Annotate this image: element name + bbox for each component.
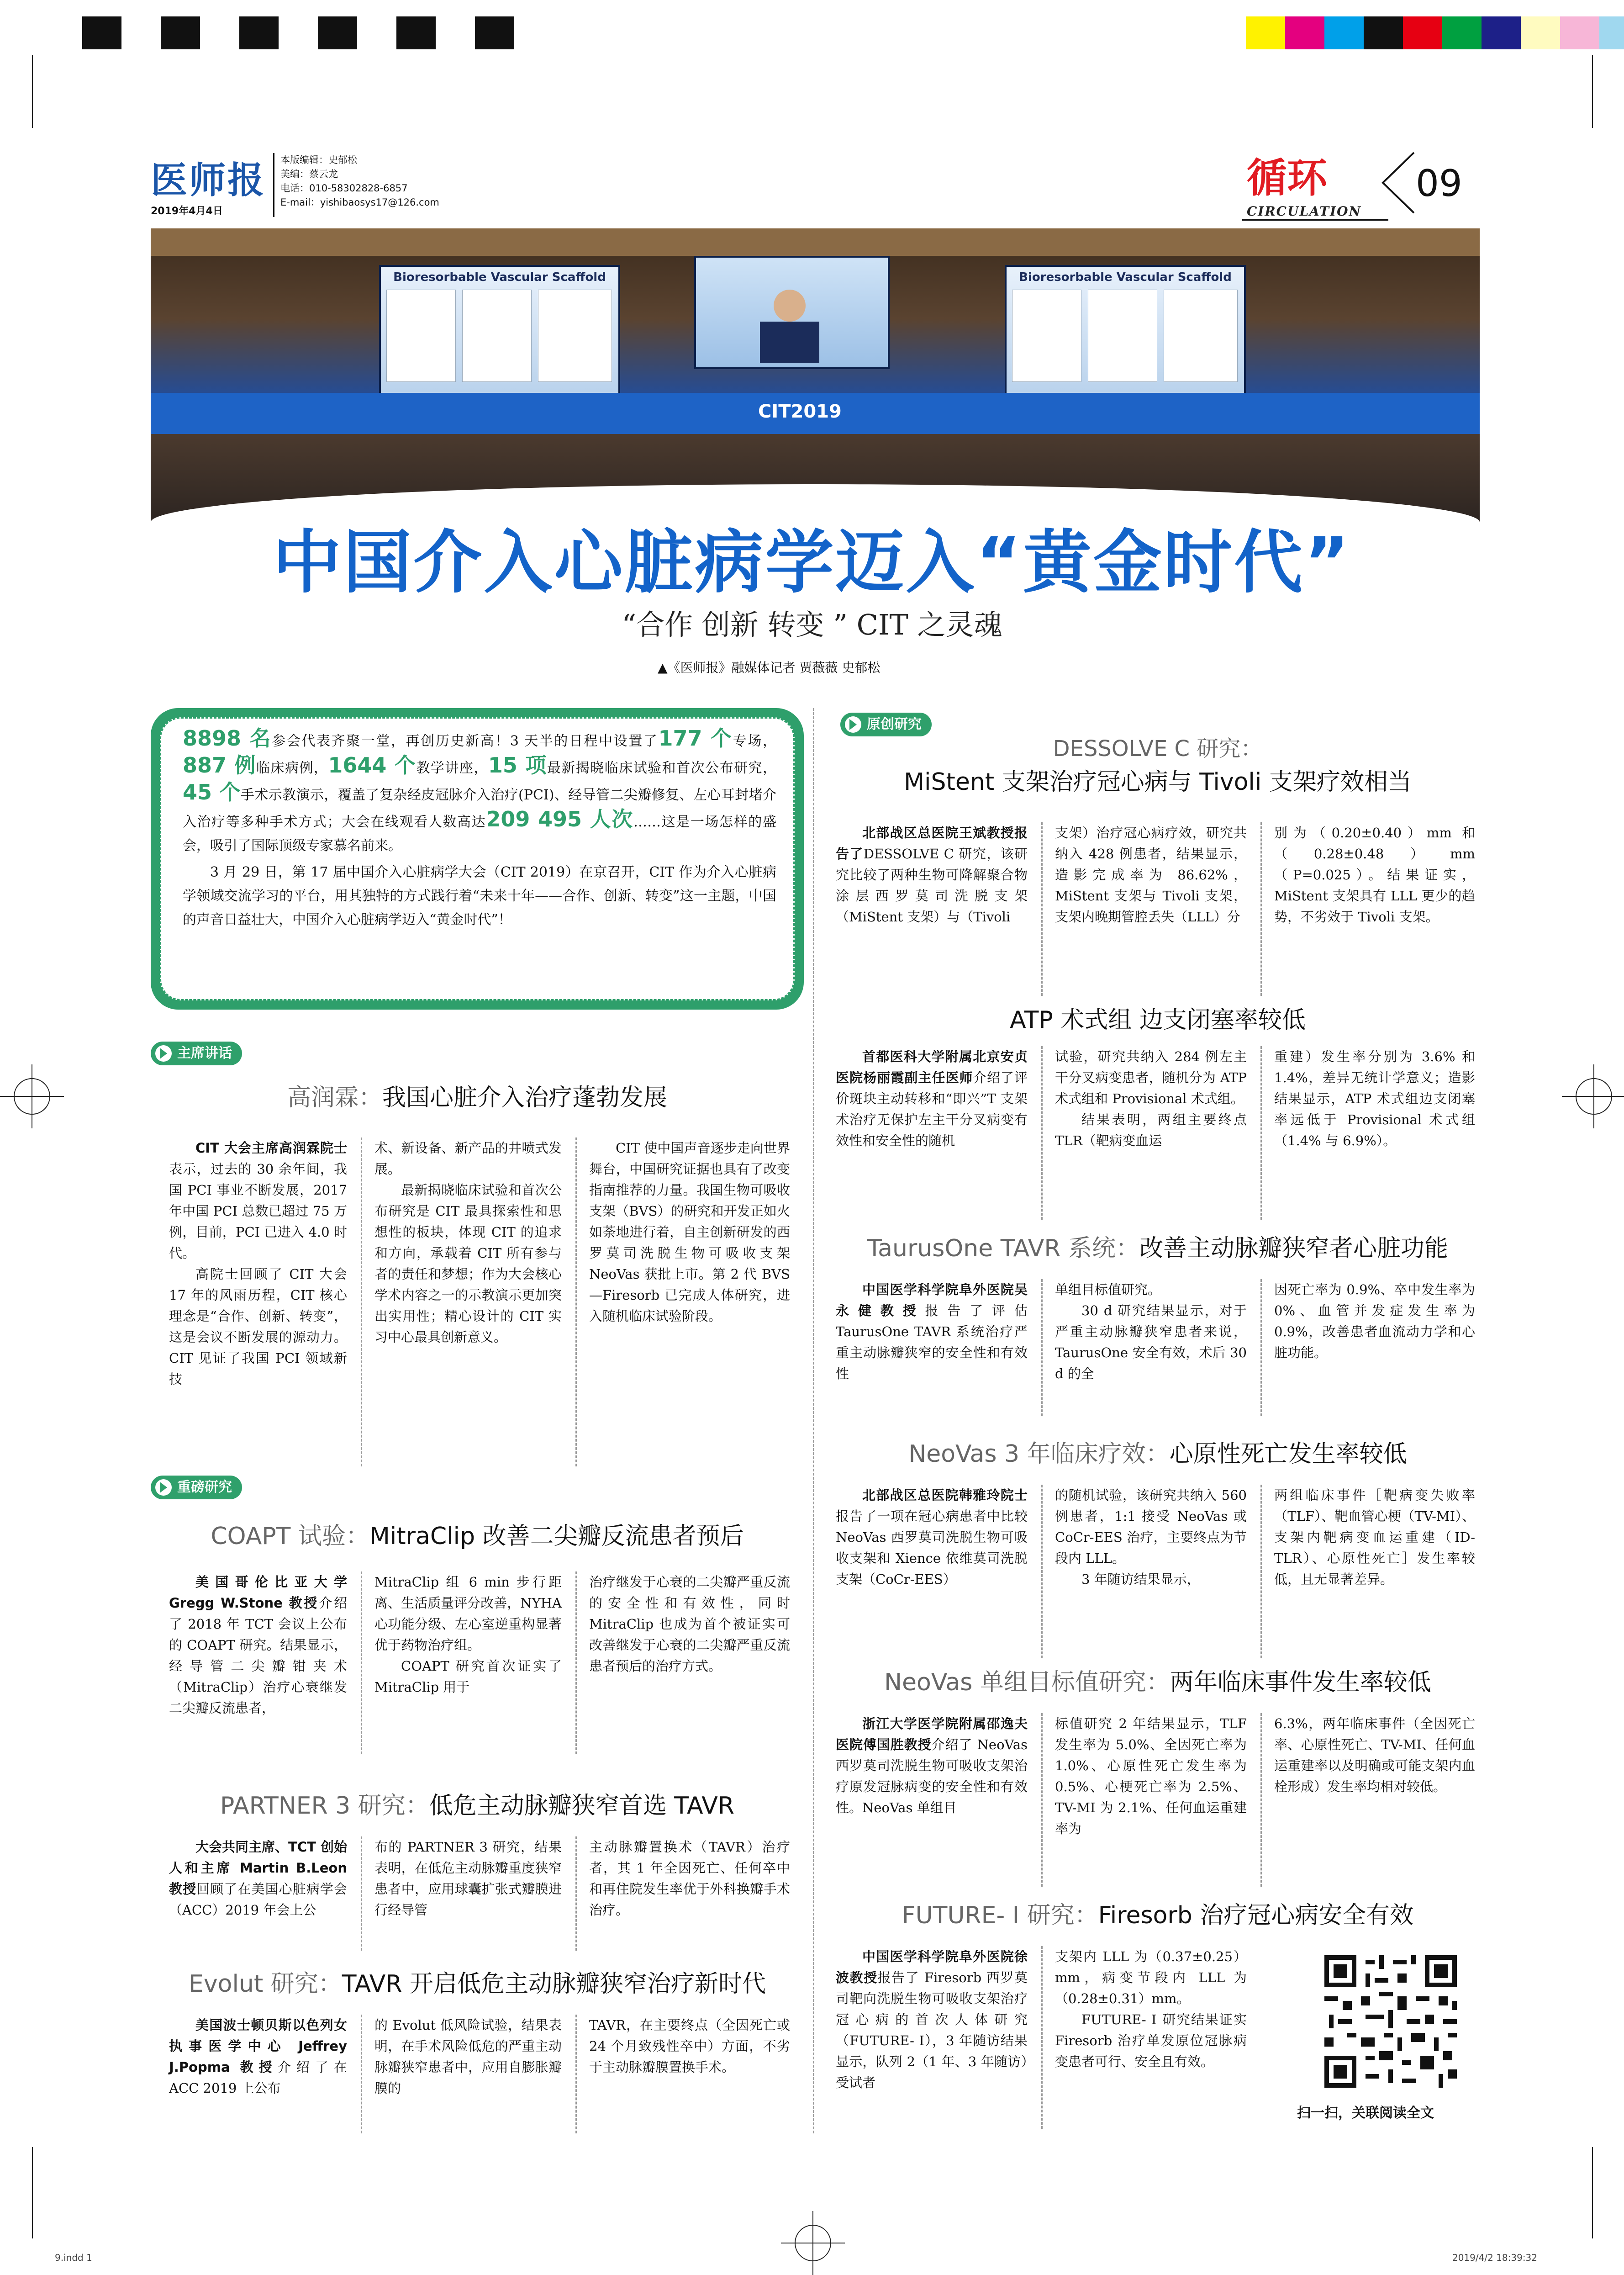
article-atp-col2: 试验，研究共纳入 284 例左主干分叉病变患者，随机分为 ATP 术式组和 Provisional 术式组。 结果表明，两组主要终点 TLR（靶病变血运 <box>1055 1049 1247 1148</box>
article-taurusone-col1: 中国医学科学院阜外医院吴永健教授报告了评估 TaurusOne TAVR 系统治疗严重主动脉瓣狭窄的安全性和有效性 <box>836 1282 1028 1381</box>
ceiling-lights <box>151 228 1480 256</box>
header-divider <box>273 153 274 217</box>
article-title-dessolve: DESSOLVE C 研究： MiStent 支架治疗冠心病与 Tivoli 支架疗效相当 <box>904 736 1412 796</box>
right-screen-title: Bioresorbable Vascular Scaffold <box>1019 270 1232 284</box>
stats-callout-box <box>151 708 804 1010</box>
article-evolut-col3: TAVR，在主要终点（全因死亡或 24 个月致残性卒中）方面，不劣于主动脉瓣膜置换手术。 <box>589 2017 790 2075</box>
section-chevron-icon <box>1379 151 1416 215</box>
page-number: 09 <box>1416 162 1462 205</box>
section-name-en: CIRCULATION <box>1247 204 1362 219</box>
article-partner3-col3: 主动脉瓣置换术（TAVR）治疗者，其 1 年全因死亡、任何卒中和再住院发生率优于外科换瓣手术治疗。 <box>589 1839 790 1918</box>
article-title-neovas-single: NeoVas 单组目标值研究：两年临床事件发生率较低 <box>884 1669 1431 1696</box>
masthead-logo: 医师报 <box>151 159 266 201</box>
article-neovas-single-col3: 6.3%，两年临床事件（全因死亡率、心原性死亡、TV-MI、任何血运重建率以及明确或可能支架内血栓形成）发生率均相对较低。 <box>1274 1716 1475 1794</box>
section-underline <box>1242 219 1388 221</box>
article-future1-col2: 支架内 LLL 为（0.37±0.25）mm，病变节段内 LLL 为（0.28±0.31）mm。 FUTURE- Ⅰ 研究结果证实 Firesorb 治疗单发原位冠脉病变患者可行、安全且有效。 <box>1055 1949 1247 2069</box>
article-atp-col3: 重建）发生率分别为 3.6% 和 1.4%，差异无统计学意义；造影结果显示，ATP 术式组边支闭塞率远低于 Provisional 术式组（1.4% 与 6.9%）。 <box>1274 1049 1475 1148</box>
right-presentation-screen <box>1005 265 1246 397</box>
section-tag-chair-speech: 主席讲话 <box>151 1042 242 1065</box>
half-divider <box>813 708 814 2133</box>
crop-crosshair-right <box>1562 1064 1624 1128</box>
stat-lectures: 1644 个教学讲座， <box>328 753 488 778</box>
byline: ▲《医师报》融媒体记者 贾薇薇 史郁松 <box>658 660 881 675</box>
article-neovas-single-col2: 标值研究 2 年结果显示，TLF 发生率为 5.0%、全因死亡率为 1.0%、心原性死亡发生率为 0.5%、心梗死亡率为 2.5%、TV-MI 为 2.1%、任何血运重建率为 <box>1055 1716 1247 1836</box>
footer-file: 9.indd 1 <box>55 2252 92 2263</box>
article-neovas-single-col1: 浙江大学医学院附属邵逸夫医院傅国胜教授介绍了 NeoVas 西罗莫司洗脱生物可吸收支架治疗原发冠脉病变的安全性和有效性。NeoVas 单组目 <box>836 1716 1028 1815</box>
article-neovas3y-col2: 的随机试验，该研究共纳入 560 例患者，1:1 接受 NeoVas 或 CoCr-EES 治疗，主要终点为节段内 LLL。 3 年随访结果显示， <box>1055 1487 1247 1587</box>
left-screen-title: Bioresorbable Vascular Scaffold <box>393 270 606 284</box>
section-tag-original-research: 原创研究 <box>840 713 932 736</box>
conference-hero-photo <box>151 228 1480 530</box>
crop-crosshair-bottom <box>781 2211 845 2275</box>
footer-timestamp: 2019/4/2 18:39:32 <box>1452 2252 1538 2263</box>
masthead-info <box>280 153 439 210</box>
article-atp-col1: 首都医科大学附属北京安贞医院杨丽霞副主任医师介绍了评价斑块主动转移和“即兴”T 支架术治疗无保护左主干分叉病变有效性和安全性的随机 <box>836 1049 1028 1148</box>
article-title-gao: 高润霖：我国心脏介入治疗蓬勃发展 <box>287 1084 668 1111</box>
gao-speaker: CIT 大会主席高润霖院士 <box>195 1140 347 1156</box>
center-speaker-screen <box>694 256 890 369</box>
article-taurusone-col2: 单组目标值研究。 30 d 研究结果显示，对于严重主动脉瓣狭窄患者来说，TaurusOne 安全有效，术后 30 d 的全 <box>1055 1282 1247 1381</box>
article-title-atp: ATP 术式组 边支闭塞率较低 <box>1010 1006 1306 1034</box>
article-partner3-col2: 布的 PARTNER 3 研究，结果表明，在低危主动脉瓣重度狭窄患者中，应用球囊扩张式瓣膜进行经导管 <box>374 1839 562 1918</box>
page-headline: 中国介入心脏病学迈入“黄金时代” <box>273 523 1351 603</box>
article-title-taurusone: TaurusOne TAVR 系统：改善主动脉瓣狭窄者心脏功能 <box>867 1235 1449 1262</box>
article-coapt-col1: 美国哥伦比亚大学 Gregg W.Stone 教授介绍了 2018 年 TCT 会议上公布的 COAPT 研究。结果显示，经导管二尖瓣钳夹术（MitraClip）治疗心衰继发二尖瓣反流患者， <box>169 1574 347 1716</box>
issue-date: 2019年4月4日 <box>151 206 223 217</box>
callout-text <box>183 726 776 932</box>
speaker-body <box>760 322 819 363</box>
section-name: 循环 <box>1247 154 1328 201</box>
phone-line: 电话：010-58302828-6857 <box>280 183 408 194</box>
section-tag-major-research: 重磅研究 <box>151 1476 242 1499</box>
callout-paragraph-2: 3 月 29 日，第 17 届中国介入心脏病学大会（CIT 2019）在京召开，CIT 作为介入心脏病学领域交流学习的平台，用其独特的方式践行着“未来十年——合作、创新、转变”这一主题，中国的声音日益壮大，中国介入心脏病学迈入“黄金时代”！ <box>183 864 776 928</box>
article-evolut-col2: 的 Evolut 低风险试验，结果表明，在手术风险低危的严重主动脉瓣狭窄患者中，应用自膨胀瓣膜的 <box>374 2017 562 2096</box>
stat-online-viewers: 209 495 人次……这是一场怎样的盛会，吸引了国际顶级专家慕名前来。 <box>183 807 777 854</box>
stat-trials: 15 项最新揭晓临床试验和首次公布研究， <box>488 753 777 778</box>
page-subheadline: “合作 创新 转变 ” CIT 之灵魂 <box>622 608 1002 641</box>
article-evolut-col1: 美国波士顿贝斯以色列女执事医学中心 Jeffrey J.Popma 教授介绍了在 ACC 2019 上公布 <box>169 2017 347 2096</box>
stat-attendees: 8898 名参会代表齐聚一堂，再创历史新高！3 天半的日程中设置了 <box>183 726 659 751</box>
stat-live-demos: 45 个手术示教演示，覆盖了复杂经皮冠脉介入治疗(PCI)、经导管二尖瓣修复、左心耳封堵介入治疗等多种手术方式；大会在线观看人数高达 <box>183 780 777 830</box>
article-future1-col1: 中国医学科学院阜外医院徐波教授报告了 Firesorb 西罗莫司靶向洗脱生物可吸收支架治疗冠心病的首次人体研究（FUTURE- Ⅰ），3 年随访结果显示，队列 2（1 年、3 年随访）受试者 <box>836 1949 1028 2090</box>
qr-caption: 扫一扫，关联阅读全文 <box>1297 2105 1434 2121</box>
article-title-partner3: PARTNER 3 研究：低危主动脉瓣狭窄首选 TAVR <box>220 1792 734 1820</box>
article-dessolve-col1: 北部战区总医院王斌教授报告了DESSOLVE C 研究，该研究比较了两种生物可降解聚合物涂层西罗莫司洗脱支架（MiStent 支架）与（Tivoli <box>836 825 1028 925</box>
left-presentation-screen <box>379 265 620 397</box>
article-neovas3y-col3: 两组临床事件［靶病变失败率（TLF）、靶血管心梗（TV-MI）、支架内靶病变血运重建（ID-TLR）、心原性死亡］发生率较低，且无显著差异。 <box>1274 1487 1475 1587</box>
article-partner3-col1: 大会共同主席、TCT 创始人和主席 Martin B.Leon 教授回顾了在美国心脏病学会（ACC）2019 年会上公 <box>169 1839 347 1918</box>
stat-cases: 887 例临床病例， <box>183 753 328 778</box>
article-coapt-col2: MitraClip 组 6 min 步行距离、生活质量评分改善，NYHA 心功能分级、左心室逆重构显著优于药物治疗组。 COAPT 研究首次证实了 MitraClip 用于 <box>374 1574 562 1695</box>
editor-line: 本版编辑：史郁松 <box>280 154 357 165</box>
article-gao-col1: CIT 大会主席高润霖院士表示，过去的 30 余年间，我国 PCI 事业不断发展，2017 年中国 PCI 总数已超过 75 万例，目前，PCI 已进入 4.0 时代。 高院士回顾了 CIT 大会 17 年的风雨历程，CIT 核心理念是“合作、创新、转变”，这是会议不断发展的源动力。CIT 见证了我国 PCI 领域新技 <box>169 1140 347 1387</box>
registration-bar-gray <box>82 16 554 49</box>
qr-code[interactable] <box>1320 1951 1461 2092</box>
article-gao-col3: CIT 使中国声音逐步走向世界舞台，中国研究证据也具有了改变指南推荐的力量。我国生物可吸收支架（BVS）的研究和开发正如火如荼地进行着，自主创新研发的西罗莫司洗脱生物可吸收支架 NeoVas 获批上市。第 2 代 BVS—Firesorb 已完成人体研究，进入随机临床试验阶段。 <box>589 1140 790 1324</box>
article-dessolve-col3: 别为（0.20±0.40）mm 和（0.28±0.48）mm（P=0.025）。结果证实，MiStent 支架具有 LLL 更少的趋势，不劣效于 Tivoli 支架。 <box>1274 825 1475 925</box>
crop-crosshair-left <box>0 1064 64 1128</box>
article-coapt-col3: 治疗继发于心衰的二尖瓣严重反流的安全性和有效性，同时 MitraClip 也成为首个被证实可改善继发于心衰的二尖瓣严重反流患者预后的治疗方式。 <box>589 1574 790 1674</box>
article-title-evolut: Evolut 研究：TAVR 开启低危主动脉瓣狭窄治疗新时代 <box>189 1970 766 1998</box>
stat-sessions: 177 个专场， <box>658 726 777 751</box>
article-gao-col2: 术、新设备、新产品的井喷式发展。 最新揭晓临床试验和首次公布研究是 CIT 最具探索性和思想性的板块，体现 CIT 的追求和方向，承载着 CIT 所有参与者的责任和梦想；作为大会核心学术内容之一的示教演示更加突出实用性；精心设计的 CIT 实习中心最具创新意义。 <box>374 1140 562 1345</box>
article-title-future1: FUTURE- Ⅰ 研究：Firesorb 治疗冠心病安全有效 <box>902 1902 1414 1929</box>
stage-brand: CIT2019 <box>758 401 842 422</box>
article-dessolve-col2: 支架）治疗冠心病疗效，研究共纳入 428 例患者，结果显示，造影完成率为 86.62%，MiStent 支架与 Tivoli 支架，支架内晚期管腔丢失（LLL）分 <box>1055 825 1247 925</box>
email-line: E-mail：yishibaosys17@126.com <box>280 197 439 208</box>
article-taurusone-col3: 因死亡率为 0.9%、卒中发生率为 0%、血管并发症发生率为 0.9%，改善患者血流动力学和心脏功能。 <box>1274 1282 1475 1360</box>
article-title-neovas3y: NeoVas 3 年临床疗效：心原性死亡发生率较低 <box>908 1440 1407 1468</box>
article-title-coapt: COAPT 试验：MitraClip 改善二尖瓣反流患者预后 <box>211 1523 744 1550</box>
designer-line: 美编：蔡云龙 <box>280 169 338 180</box>
registration-bar-color <box>1246 16 1624 49</box>
article-neovas3y-col1: 北部战区总医院韩雅玲院士报告了一项在冠心病患者中比较 NeoVas 西罗莫司洗脱生物可吸收支架和 Xience 依维莫司洗脱支架（CoCr-EES） <box>836 1487 1028 1587</box>
speaker-head <box>774 290 806 322</box>
